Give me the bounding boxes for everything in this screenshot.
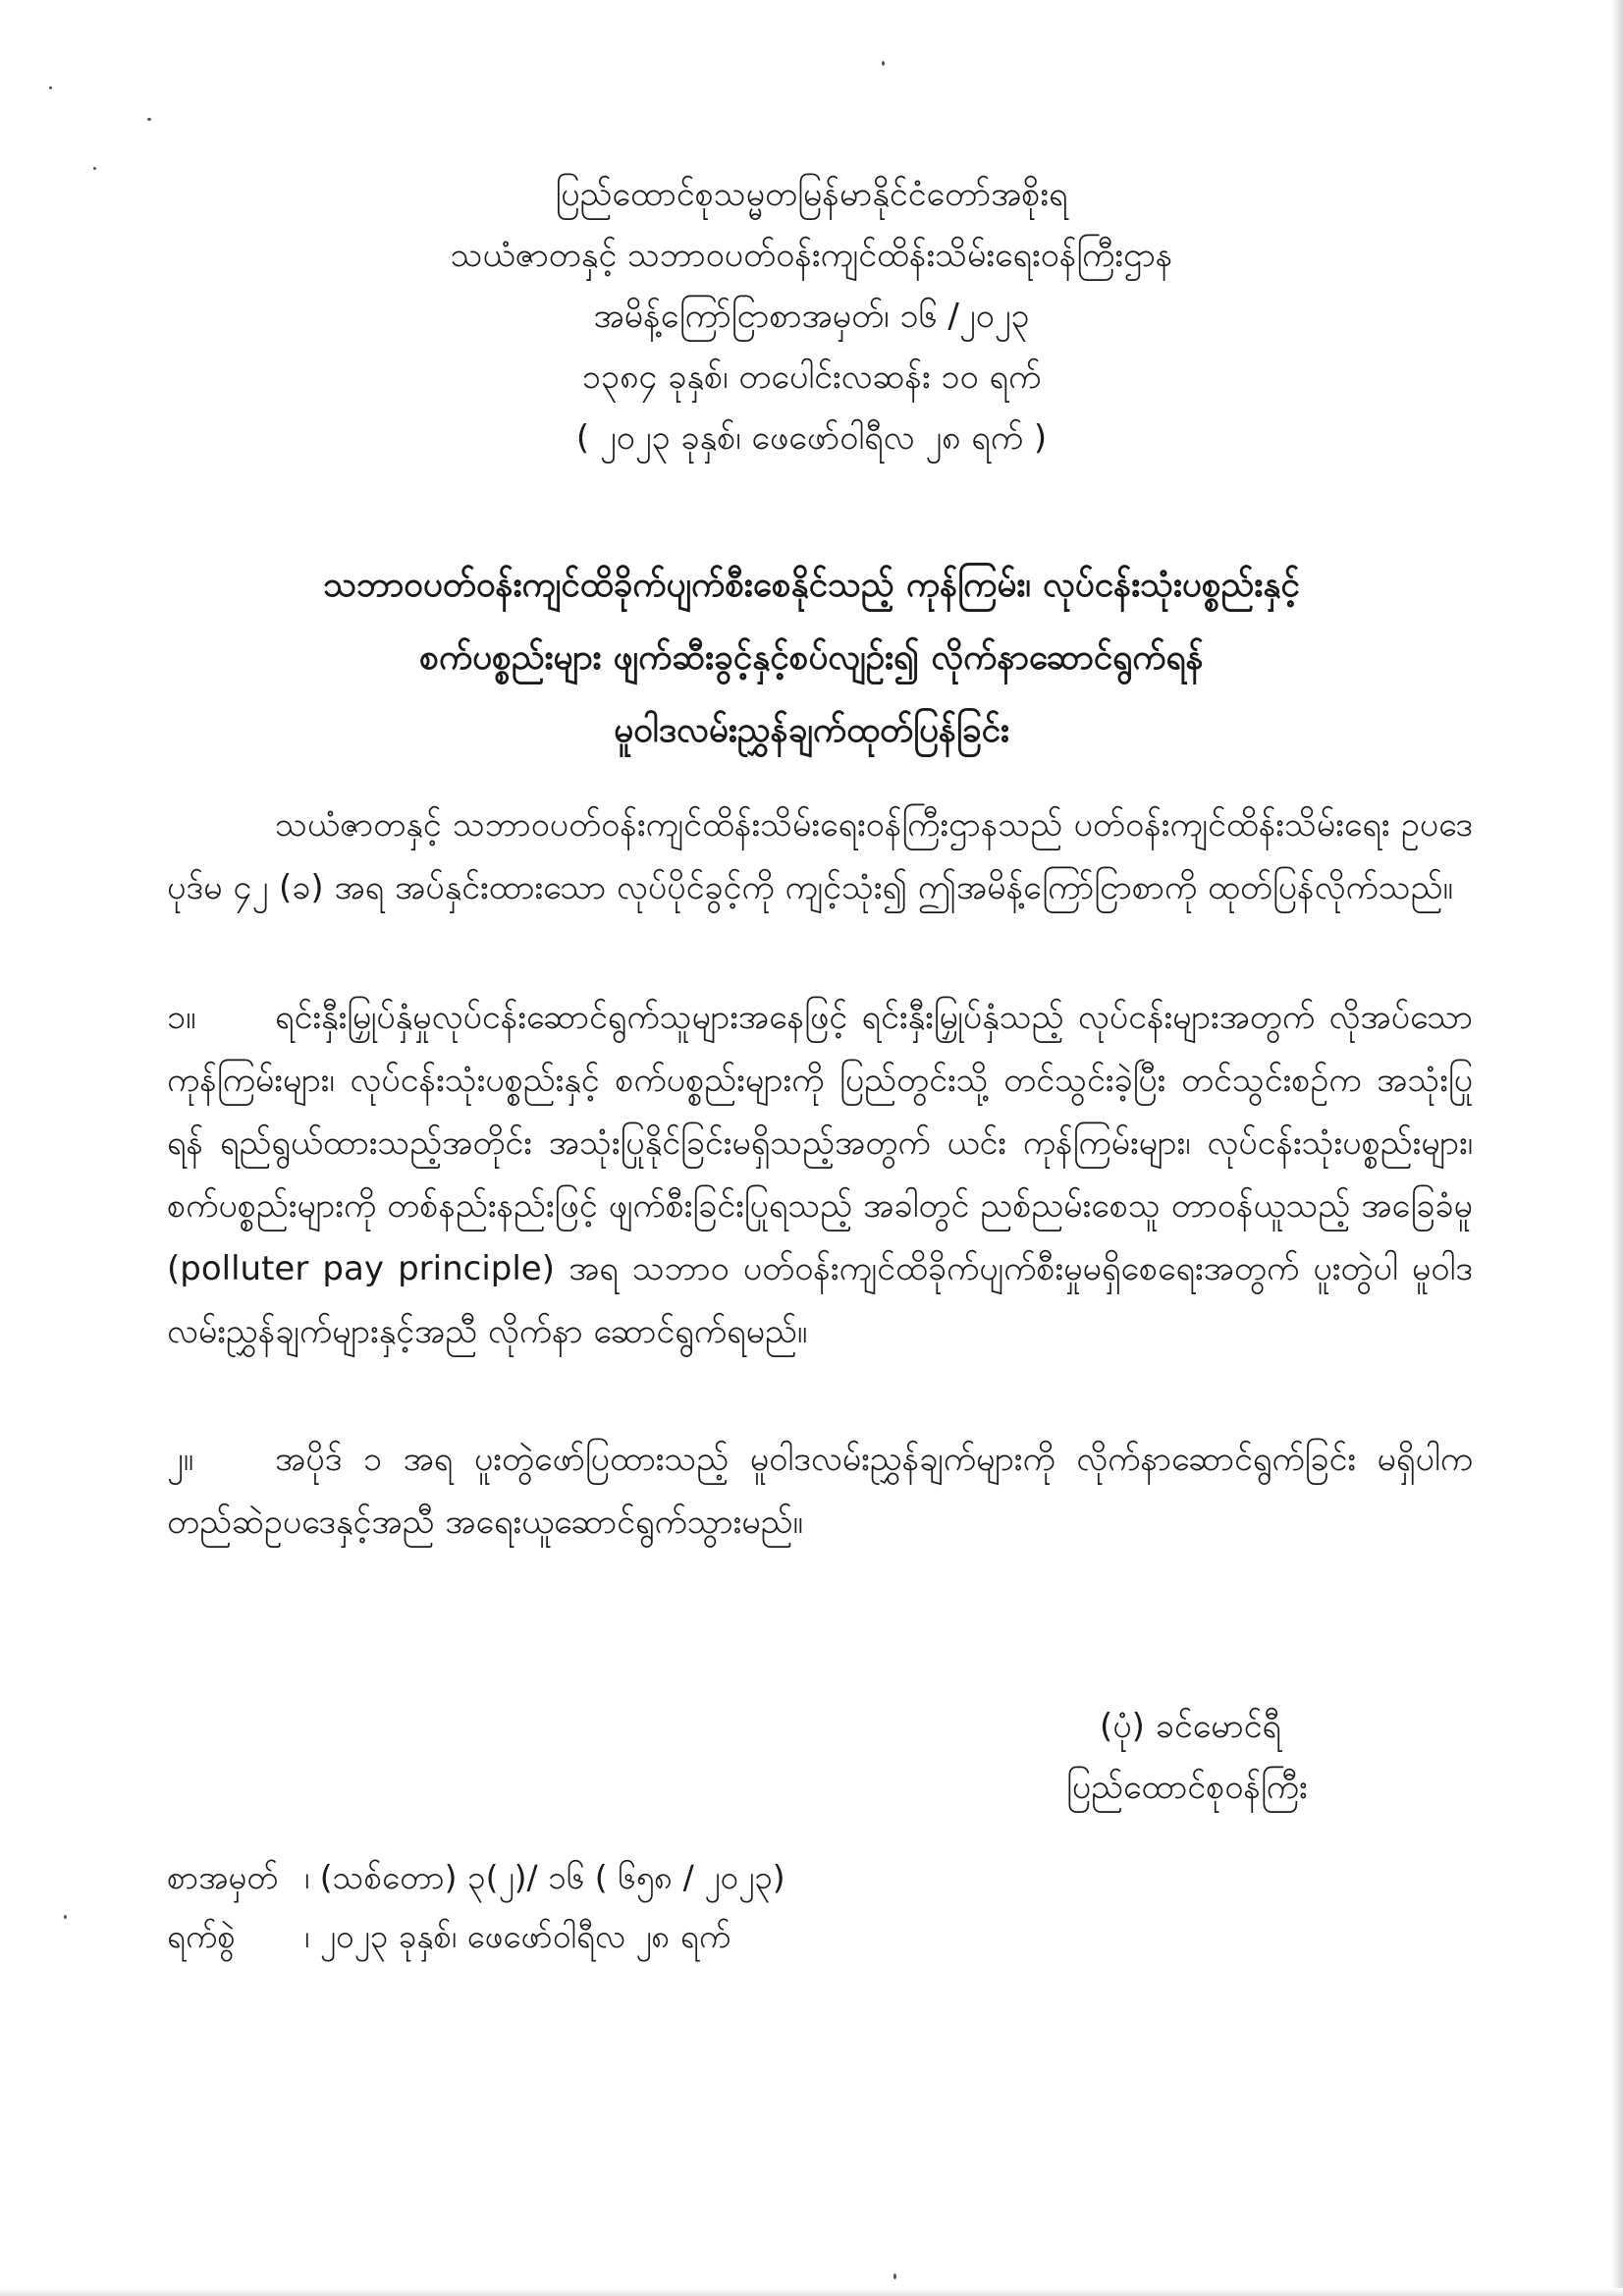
scan-speck <box>93 167 96 170</box>
signatory-name: (ပုံ) ခင်မောင်ရီ <box>1100 1707 1281 1746</box>
paragraph-2-text: အပိုဒ် ၁ အရ ပူးတွဲဖော်ပြထားသည့် မူဝါဒလမ်းညွှန်ချက်များကို လိုက်နာဆောင်ရွက်ခြင်း မရှိပါက တည်ဆဲဥပဒေနှင့်အညီ အရေးယူဆောင်ရွက်သွားမည်။ <box>167 1440 1473 1542</box>
scan-speck <box>882 61 885 66</box>
scan-speck <box>64 1915 67 1919</box>
header-myanmar-date: ၁၃၈၄ ခုနှစ်၊ တပေါင်းလဆန်း ၁၀ ရက် <box>581 357 1042 397</box>
reference-number <box>167 1858 785 1897</box>
reference-number-label: စာအမှတ် <box>167 1858 279 1896</box>
signatory-title: ပြည်ထောင်စုဝန်ကြီး <box>1066 1768 1308 1807</box>
paragraph-2 <box>167 1428 1473 1554</box>
paragraph-1-text: ရင်းနှီးမြှုပ်နှံမှုလုပ်ငန်းဆောင်ရွက်သူများအနေဖြင့် ရင်းနှီးမြှုပ်နှံသည့် လုပ်ငန်းများအတွက် လိုအပ်သော ကုန်ကြမ်းများ၊ လုပ်ငန်းသုံးပစ္စည်းနှင့် စက်ပစ္စည်းများကို ပြည်တွင်းသို့ တင်သွင်းခဲ့ပြီး တင်သွင်းစဉ်က အသုံးပြုရန် ရည်ရွယ်ထားသည့်အတိုင်း အသုံးပြုနိုင်ခြင်းမရှိသည့်အတွက် ယင်း ကုန်ကြမ်းများ၊ လုပ်ငန်းသုံးပစ္စည်းများ၊ စက်ပစ္စည်းများကို တစ်နည်းနည်းဖြင့် ဖျက်စီးခြင်းပြုရသည့် အခါတွင် ညစ်ညမ်းစေသူ တာဝန်ယူသည့် အခြေခံမူ (polluter pay principle) အရ သဘာဝ ပတ်ဝန်းကျင်ထိခိုက်ပျက်စီးမှုမရှိစေရေးအတွက် ပူးတွဲပါ မူဝါဒလမ်းညွှန်ချက်များနှင့်အညီ လိုက်နာ ဆောင်ရွက်ရမည်။ <box>167 998 1473 1351</box>
title-line-3: မူဝါဒလမ်းညွှန်ချက်ထုတ်ပြန်ခြင်း <box>614 711 1009 750</box>
header-ministry: သယံဇာတနှင့် သဘာဝပတ်ဝန်းကျင်ထိန်းသိမ်းရေးဝန်ကြီးဌာန <box>450 236 1173 275</box>
paragraph-1-number: ၁။ <box>167 998 196 1037</box>
paragraph-1 <box>167 986 1473 1363</box>
title-line-1: သဘာဝပတ်ဝန်းကျင်ထိခိုက်ပျက်စီးစေနိုင်သည့် ကုန်ကြမ်း၊ လုပ်ငန်းသုံးပစ္စည်းနှင့် <box>323 566 1300 605</box>
title-line-2: စက်ပစ္စည်းများ ဖျက်ဆီးခွင့်နှင့်စပ်လျဉ်း၍ လိုက်နာဆောင်ရွက်ရန် <box>419 638 1204 678</box>
intro-text: သယံဇာတနှင့် သဘာဝပတ်ဝန်းကျင်ထိန်းသိမ်းရေးဝန်ကြီးဌာနသည် ပတ်ဝန်းကျင်ထိန်းသိမ်းရေး ဥပဒေပုဒ်မ ၄၂ (ခ) အရ အပ်နှင်းထားသော လုပ်ပိုင်ခွင့်ကို ကျင့်သုံး၍ ဤအမိန့်ကြော်ငြာစာကို ထုတ်ပြန်လိုက်သည်။ <box>167 805 1473 907</box>
scan-speck <box>147 118 151 121</box>
intro-paragraph <box>167 793 1473 919</box>
header-government: ပြည်ထောင်စုသမ္မတမြန်မာနိုင်ငံတော်အစိုးရ <box>555 175 1068 214</box>
reference-number-value: ၊ (သစ်တော) ၃(၂)/ ၁၆ ( ၆၅၈ / ၂၀၂၃) <box>304 1858 785 1896</box>
header-order-number: အမိန့်ကြော်ငြာစာအမှတ်၊ ၁၆ /၂၀၂၃ <box>593 297 1030 336</box>
paragraph-2-number: ၂။ <box>167 1440 193 1479</box>
scan-edge-right <box>1611 0 1623 2296</box>
scan-edge-bottom <box>0 2288 1623 2296</box>
scan-speck <box>893 2273 896 2279</box>
header-gregorian-date: ( ၂၀၂၃ ခုနှစ်၊ ဖေဖော်ဝါရီလ ၂၈ ရက် ) <box>575 418 1048 458</box>
scan-speck <box>49 86 52 89</box>
reference-date <box>167 1917 730 1956</box>
reference-date-label: ရက်စွဲ <box>167 1917 236 1955</box>
reference-date-value: ၊ ၂၀၂၃ ခုနှစ်၊ ဖေဖော်ဝါရီလ ၂၈ ရက် <box>304 1917 731 1955</box>
